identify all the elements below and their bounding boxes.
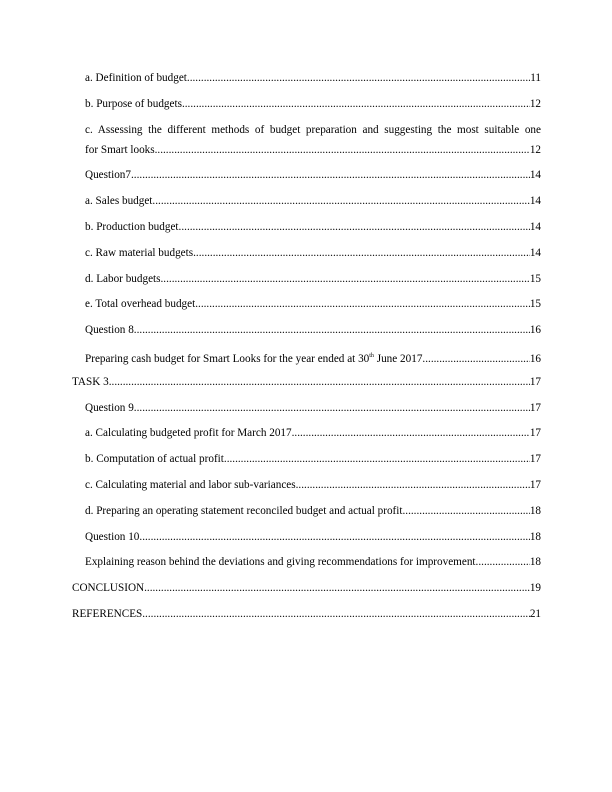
- toc-entry-title: TASK 3: [72, 375, 109, 388]
- toc-entry[interactable]: [72, 243, 541, 263]
- toc-entry-title-line2-row: [85, 140, 541, 160]
- toc-entry[interactable]: [72, 269, 541, 289]
- toc-entry-title: b. Computation of actual profit: [85, 453, 224, 466]
- toc-entry[interactable]: [72, 552, 541, 572]
- toc-leader-dots: [195, 294, 530, 314]
- toc-leader-dots: [152, 191, 529, 211]
- toc-entry-page: 18: [529, 556, 541, 569]
- toc-leader-dots: [187, 68, 530, 88]
- toc-entry-title-part2: June 2017: [373, 352, 423, 365]
- table-of-contents: [72, 68, 541, 630]
- toc-entry[interactable]: [72, 320, 541, 340]
- toc-entry-title-line1: c. Assessing the different methods of budget preparation and suggesting the most suitable one: [85, 123, 541, 136]
- toc-entry-page: 14: [529, 220, 541, 233]
- toc-leader-dots: [422, 349, 529, 366]
- toc-entry-page: 16: [529, 324, 541, 337]
- toc-entry-page: 17: [529, 375, 541, 388]
- toc-entry[interactable]: [72, 372, 541, 392]
- toc-entry-page: 21: [529, 607, 541, 620]
- toc-leader-dots: [476, 552, 530, 572]
- toc-entry-title: c. Calculating material and labor sub-variances: [85, 478, 296, 491]
- toc-entry-title: a. Calculating budgeted profit for March 2017: [85, 427, 292, 440]
- toc-entry[interactable]: [72, 294, 541, 314]
- toc-entry[interactable]: [72, 94, 541, 114]
- toc-entry[interactable]: [72, 449, 541, 469]
- toc-entry-page: 16: [529, 352, 541, 365]
- toc-entry[interactable]: [72, 346, 541, 366]
- toc-entry-page: 14: [529, 169, 541, 182]
- toc-entry-title: REFERENCES: [72, 607, 143, 620]
- toc-entry[interactable]: [72, 475, 541, 495]
- toc-leader-dots: [134, 398, 530, 418]
- toc-entry[interactable]: [72, 501, 541, 521]
- toc-entry-page: 15: [529, 272, 541, 285]
- toc-entry-page: 12: [529, 143, 541, 156]
- toc-entry[interactable]: [72, 217, 541, 237]
- toc-leader-dots: [134, 320, 530, 340]
- toc-entry-page: 14: [529, 195, 541, 208]
- toc-entry-page: 19: [529, 582, 541, 595]
- toc-entry[interactable]: [72, 423, 541, 443]
- toc-entry-page: 15: [529, 298, 541, 311]
- toc-leader-dots: [155, 140, 530, 160]
- toc-entry-title: b. Production budget: [85, 220, 179, 233]
- toc-entry-page: 17: [529, 427, 541, 440]
- toc-entry-page: 17: [529, 401, 541, 414]
- toc-entry-page: 18: [529, 504, 541, 517]
- toc-leader-dots: [131, 165, 530, 185]
- toc-entry[interactable]: [72, 578, 541, 598]
- toc-entry-title: Explaining reason behind the deviations and giving recommendations for improvement: [85, 556, 476, 569]
- toc-leader-dots: [161, 269, 530, 289]
- toc-entry-title: b. Purpose of budgets: [85, 97, 182, 110]
- toc-entry-page: 17: [529, 453, 541, 466]
- toc-leader-dots: [142, 604, 530, 624]
- toc-entry-title: c. Raw material budgets: [85, 246, 194, 259]
- toc-leader-dots: [182, 94, 530, 114]
- toc-entry[interactable]: [72, 191, 541, 211]
- toc-entry-title: e. Total overhead budget: [85, 298, 196, 311]
- toc-leader-dots: [193, 243, 530, 263]
- toc-entry-page: 11: [530, 72, 541, 84]
- toc-entry-page: 17: [529, 478, 541, 491]
- toc-leader-dots: [296, 475, 530, 495]
- toc-entry[interactable]: [72, 68, 541, 88]
- toc-entry-title: d. Labor budgets: [85, 272, 161, 285]
- toc-leader-dots: [402, 501, 529, 521]
- toc-entry-title: Question 10: [85, 530, 140, 543]
- toc-entry[interactable]: [72, 604, 541, 624]
- toc-entry-title: d. Preparing an operating statement reconciled budget and actual profit: [85, 504, 403, 517]
- toc-entry-title: Question7: [85, 169, 131, 182]
- toc-entry-title: CONCLUSION: [72, 582, 145, 595]
- toc-entry-title: a. Definition of budget: [85, 72, 187, 84]
- toc-leader-dots: [144, 578, 530, 598]
- toc-entry-page: 18: [529, 530, 541, 543]
- toc-entry[interactable]: [72, 398, 541, 418]
- toc-entry[interactable]: [72, 527, 541, 547]
- toc-leader-dots: [224, 449, 530, 469]
- toc-entry-title-line2: for Smart looks: [85, 143, 155, 156]
- toc-leader-dots: [292, 423, 530, 443]
- toc-entry-title-part1: Preparing cash budget for Smart Looks for the year ended at 30: [85, 352, 370, 365]
- superscript-ordinal: th: [369, 352, 374, 359]
- toc-entry-page: 12: [529, 97, 541, 110]
- toc-entry-title: [85, 346, 422, 366]
- toc-entry-title: a. Sales budget: [85, 195, 153, 208]
- toc-entry-page: 14: [529, 246, 541, 259]
- toc-leader-dots: [179, 217, 530, 237]
- toc-leader-dots: [109, 372, 530, 392]
- toc-entry-title: Question 8: [85, 324, 134, 337]
- toc-entry-title: Question 9: [85, 401, 134, 414]
- toc-leader-dots: [139, 527, 529, 547]
- toc-entry[interactable]: [72, 165, 541, 185]
- toc-entry[interactable]: [72, 120, 541, 160]
